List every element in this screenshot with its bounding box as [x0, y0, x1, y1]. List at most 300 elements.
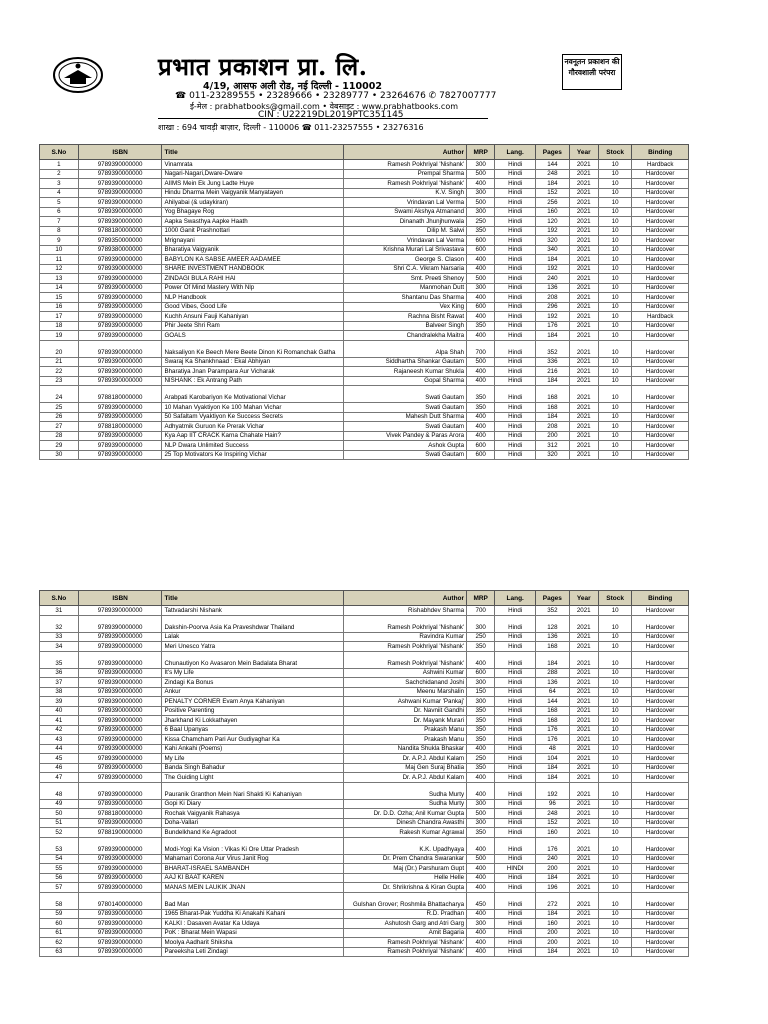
cell-sno: 4 — [40, 188, 79, 198]
table-row — [40, 226, 689, 236]
cell-sno: 17 — [40, 312, 79, 322]
cell-stock: 10 — [598, 864, 631, 874]
cell-isbn: 9789350000000 — [78, 236, 162, 246]
cell-binding: Hardcover — [632, 687, 689, 697]
cell-title: 10 Mahan Vyaktiyon Ke 100 Mahan Vichar — [162, 403, 343, 413]
cell-lang: Hindi — [495, 207, 536, 217]
cell-binding: Hardcover — [632, 668, 689, 678]
cell-author: Ramesh Pokhriyal 'Nishank' — [343, 642, 467, 652]
cell-author: Rakesh Kumar Agrawal — [343, 828, 467, 838]
cell-lang: Hindi — [495, 412, 536, 422]
cell-isbn: 9789390000000 — [78, 909, 162, 919]
cell-sno: 47 — [40, 773, 79, 783]
cell-author: Dr. Prem Chandra Swarankar — [343, 854, 467, 864]
cell-year: 2021 — [569, 367, 598, 377]
cell-lang: Hindi — [495, 312, 536, 322]
cell-sno: 9 — [40, 236, 79, 246]
cell-lang: Hindi — [495, 274, 536, 284]
cell-binding: Hardcover — [632, 236, 689, 246]
cell-author: Dinanath Jhunjhunwala — [343, 217, 467, 227]
cell-pages: 184 — [536, 773, 569, 783]
cell-pages: 184 — [536, 651, 569, 668]
cell-year: 2021 — [569, 255, 598, 265]
table-row — [40, 919, 689, 929]
cell-lang: Hindi — [495, 321, 536, 331]
cell-sno: 24 — [40, 386, 79, 403]
cell-lang: Hindi — [495, 909, 536, 919]
table-row — [40, 606, 689, 616]
cell-lang: Hindi — [495, 169, 536, 179]
cell-isbn: 9789390000000 — [78, 919, 162, 929]
cell-pages: 256 — [536, 198, 569, 208]
cell-stock: 10 — [598, 264, 631, 274]
cell-title: NLP Handbook — [162, 293, 343, 303]
cell-isbn: 9789390000000 — [78, 340, 162, 357]
cell-isbn: 9789390000000 — [78, 928, 162, 938]
cell-sno: 57 — [40, 883, 79, 893]
cell-pages: 352 — [536, 340, 569, 357]
cell-author: Sudha Murty — [343, 799, 467, 809]
cell-author: Vrindavan Lal Verma — [343, 198, 467, 208]
cell-sno: 42 — [40, 725, 79, 735]
table-row — [40, 331, 689, 341]
cell-mrp: 150 — [467, 687, 495, 697]
cell-pages: 152 — [536, 818, 569, 828]
cell-lang: Hindi — [495, 441, 536, 451]
cell-title: Good Vibes, Good Life — [162, 302, 343, 312]
cell-binding: Hardback — [632, 312, 689, 322]
cell-sno: 33 — [40, 632, 79, 642]
table-row — [40, 716, 689, 726]
cell-year: 2021 — [569, 773, 598, 783]
cell-pages: 160 — [536, 828, 569, 838]
cell-isbn: 9789390000000 — [78, 441, 162, 451]
cell-sno: 6 — [40, 207, 79, 217]
column-header-year: Year — [569, 591, 598, 606]
cell-binding: Hardcover — [632, 412, 689, 422]
cell-binding: Hardcover — [632, 909, 689, 919]
cell-binding: Hardcover — [632, 450, 689, 460]
cell-stock: 10 — [598, 706, 631, 716]
cell-isbn: 9789390000000 — [78, 782, 162, 799]
cell-sno: 58 — [40, 892, 79, 909]
cell-stock: 10 — [598, 376, 631, 386]
cell-year: 2021 — [569, 706, 598, 716]
cell-sno: 37 — [40, 678, 79, 688]
cell-pages: 176 — [536, 837, 569, 854]
cell-lang: Hindi — [495, 828, 536, 838]
cell-year: 2021 — [569, 431, 598, 441]
cell-stock: 10 — [598, 642, 631, 652]
cell-mrp: 300 — [467, 160, 495, 170]
cell-year: 2021 — [569, 782, 598, 799]
table-row — [40, 828, 689, 838]
cell-author: Vex King — [343, 302, 467, 312]
table-row — [40, 431, 689, 441]
cell-stock: 10 — [598, 873, 631, 883]
cell-sno: 43 — [40, 735, 79, 745]
table-row — [40, 403, 689, 413]
cell-binding: Hardcover — [632, 809, 689, 819]
cell-binding: Hardcover — [632, 403, 689, 413]
cell-year: 2021 — [569, 744, 598, 754]
cell-isbn: 9788180000000 — [78, 422, 162, 432]
cell-isbn: 9788190000000 — [78, 828, 162, 838]
cell-binding: Hardcover — [632, 321, 689, 331]
cell-lang: Hindi — [495, 431, 536, 441]
cell-pages: 196 — [536, 883, 569, 893]
cell-title: BHARAT-ISRAEL SAMBANDH — [162, 864, 343, 874]
cell-isbn: 9789390000000 — [78, 883, 162, 893]
cell-binding: Hardcover — [632, 422, 689, 432]
table-row — [40, 799, 689, 809]
cell-mrp: 400 — [467, 837, 495, 854]
cell-stock: 10 — [598, 809, 631, 819]
table-row — [40, 302, 689, 312]
table-row — [40, 754, 689, 764]
cell-lang: Hindi — [495, 331, 536, 341]
table-row — [40, 357, 689, 367]
cell-sno: 12 — [40, 264, 79, 274]
cell-isbn: 9789390000000 — [78, 331, 162, 341]
cell-year: 2021 — [569, 928, 598, 938]
cell-year: 2021 — [569, 293, 598, 303]
letterhead — [0, 0, 768, 140]
cell-mrp: 400 — [467, 255, 495, 265]
cell-pages: 184 — [536, 412, 569, 422]
cell-title: BABYLON KA SABSE AMEER AADAMEE — [162, 255, 343, 265]
cell-binding: Hardcover — [632, 615, 689, 632]
cell-binding: Hardcover — [632, 340, 689, 357]
cell-mrp: 400 — [467, 873, 495, 883]
cell-year: 2021 — [569, 274, 598, 284]
cell-mrp: 300 — [467, 919, 495, 929]
cell-binding: Hardcover — [632, 357, 689, 367]
cell-pages: 144 — [536, 160, 569, 170]
column-header-mrp: MRP — [467, 591, 495, 606]
cell-binding: Hardcover — [632, 828, 689, 838]
cell-sno: 55 — [40, 864, 79, 874]
table-row — [40, 678, 689, 688]
table-row — [40, 264, 689, 274]
cell-year: 2021 — [569, 873, 598, 883]
cell-binding: Hardcover — [632, 782, 689, 799]
cell-lang: Hindi — [495, 687, 536, 697]
cell-mrp: 600 — [467, 450, 495, 460]
table-row — [40, 883, 689, 893]
cell-author: Maj Gen Suraj Bhatia — [343, 763, 467, 773]
cell-mrp: 400 — [467, 909, 495, 919]
cell-year: 2021 — [569, 883, 598, 893]
cell-year: 2021 — [569, 450, 598, 460]
cell-title: KALKI : Dasaven Avatar Ka Udaya — [162, 919, 343, 929]
cell-sno: 46 — [40, 763, 79, 773]
column-header-pages: Pages — [536, 591, 569, 606]
cell-mrp: 400 — [467, 179, 495, 189]
cell-year: 2021 — [569, 198, 598, 208]
cell-lang: Hindi — [495, 376, 536, 386]
cell-year: 2021 — [569, 321, 598, 331]
table-row — [40, 441, 689, 451]
cell-year: 2021 — [569, 828, 598, 838]
cell-isbn: 9789390000000 — [78, 697, 162, 707]
column-header-title: Title — [162, 591, 343, 606]
column-header-mrp: MRP — [467, 145, 495, 160]
cell-title: PoK : Bharat Mein Wapasi — [162, 928, 343, 938]
cell-title: Mrignayani — [162, 236, 343, 246]
cell-isbn: 9789380000000 — [78, 245, 162, 255]
cell-year: 2021 — [569, 642, 598, 652]
cell-stock: 10 — [598, 883, 631, 893]
cell-stock: 10 — [598, 412, 631, 422]
cell-pages: 184 — [536, 376, 569, 386]
cell-isbn: 9788180000000 — [78, 809, 162, 819]
table-row — [40, 160, 689, 170]
table-row — [40, 651, 689, 668]
cell-title: Moolya Aadharit Shiksha — [162, 938, 343, 948]
cell-pages: 192 — [536, 264, 569, 274]
cell-binding: Hardcover — [632, 706, 689, 716]
cell-year: 2021 — [569, 403, 598, 413]
cell-lang: Hindi — [495, 236, 536, 246]
cell-sno: 35 — [40, 651, 79, 668]
cell-mrp: 250 — [467, 754, 495, 764]
cell-lang: Hindi — [495, 947, 536, 957]
cell-stock: 10 — [598, 615, 631, 632]
cell-pages: 288 — [536, 668, 569, 678]
cell-binding: Hardcover — [632, 873, 689, 883]
cell-title: Banda Singh Bahadur — [162, 763, 343, 773]
cell-lang: Hindi — [495, 678, 536, 688]
cell-lang: Hindi — [495, 763, 536, 773]
cell-year: 2021 — [569, 376, 598, 386]
cell-binding: Hardcover — [632, 697, 689, 707]
cell-stock: 10 — [598, 928, 631, 938]
cell-pages: 184 — [536, 179, 569, 189]
cell-stock: 10 — [598, 340, 631, 357]
cell-mrp: 250 — [467, 217, 495, 227]
cell-mrp: 500 — [467, 198, 495, 208]
cell-mrp: 400 — [467, 883, 495, 893]
cell-mrp: 400 — [467, 376, 495, 386]
cell-binding: Hardcover — [632, 169, 689, 179]
publisher-branch: शाखा : 694 चावड़ी बाज़ार, दिल्ली - 110006 ☎ 011-23257555 • 23276316 — [158, 123, 424, 132]
table-row — [40, 283, 689, 293]
column-header-lang: Lang. — [495, 145, 536, 160]
cell-binding: Hardcover — [632, 938, 689, 948]
cell-author: Amit Bagaria — [343, 928, 467, 938]
cell-pages: 200 — [536, 928, 569, 938]
cell-binding: Hardcover — [632, 188, 689, 198]
cell-lang: Hindi — [495, 340, 536, 357]
cell-binding: Hardcover — [632, 919, 689, 929]
cell-title: Arabpati Karobariyon Ke Motivational Vichar — [162, 386, 343, 403]
cell-year: 2021 — [569, 412, 598, 422]
cell-author: Krishna Murari Lal Srivastava — [343, 245, 467, 255]
cell-sno: 10 — [40, 245, 79, 255]
cell-stock: 10 — [598, 302, 631, 312]
cell-year: 2021 — [569, 422, 598, 432]
cell-isbn: 9789390000000 — [78, 678, 162, 688]
cell-isbn: 9789390000000 — [78, 312, 162, 322]
table-row — [40, 687, 689, 697]
cell-mrp: 300 — [467, 188, 495, 198]
cell-lang: Hindi — [495, 606, 536, 616]
cell-lang: Hindi — [495, 883, 536, 893]
cell-pages: 144 — [536, 697, 569, 707]
cell-binding: Hardcover — [632, 892, 689, 909]
publisher-address: 4/19, आसफ अली रोड, नई दिल्ली - 110002 — [203, 81, 382, 92]
cell-stock: 10 — [598, 367, 631, 377]
cell-stock: 10 — [598, 892, 631, 909]
cell-stock: 10 — [598, 606, 631, 616]
cell-isbn: 9789390000000 — [78, 302, 162, 312]
cell-lang: Hindi — [495, 809, 536, 819]
cell-lang: Hindi — [495, 386, 536, 403]
cell-lang: Hindi — [495, 615, 536, 632]
cell-stock: 10 — [598, 357, 631, 367]
cell-pages: 96 — [536, 799, 569, 809]
cell-lang: Hindi — [495, 160, 536, 170]
cell-title: Swaraj Ka Shankhnaad : Ekal Abhiyan — [162, 357, 343, 367]
cell-mrp: 350 — [467, 706, 495, 716]
table-row — [40, 782, 689, 799]
cell-isbn: 9789390000000 — [78, 274, 162, 284]
cell-binding: Hardcover — [632, 754, 689, 764]
cell-sno: 62 — [40, 938, 79, 948]
cell-author: Ramesh Pokhriyal 'Nishank' — [343, 615, 467, 632]
cell-binding: Hardcover — [632, 331, 689, 341]
cell-isbn: 9789390000000 — [78, 873, 162, 883]
table-row — [40, 642, 689, 652]
cell-sno: 40 — [40, 706, 79, 716]
cell-lang: Hindi — [495, 744, 536, 754]
cell-mrp: 250 — [467, 632, 495, 642]
cell-mrp: 300 — [467, 818, 495, 828]
cell-mrp: 350 — [467, 725, 495, 735]
cell-binding: Hardcover — [632, 837, 689, 854]
table-row — [40, 179, 689, 189]
cell-year: 2021 — [569, 169, 598, 179]
cell-lang: Hindi — [495, 782, 536, 799]
cell-stock: 10 — [598, 169, 631, 179]
cell-sno: 45 — [40, 754, 79, 764]
cell-isbn: 9789390000000 — [78, 716, 162, 726]
cell-sno: 56 — [40, 873, 79, 883]
cell-mrp: 400 — [467, 744, 495, 754]
cell-title: The Guiding Light — [162, 773, 343, 783]
cell-title: Hindu Dharma Mein Vaigyanik Manyatayen — [162, 188, 343, 198]
cell-isbn: 9789390000000 — [78, 188, 162, 198]
cell-sno: 52 — [40, 828, 79, 838]
cell-binding: Hardcover — [632, 283, 689, 293]
cell-sno: 36 — [40, 668, 79, 678]
cell-year: 2021 — [569, 854, 598, 864]
cell-stock: 10 — [598, 283, 631, 293]
cell-mrp: 600 — [467, 302, 495, 312]
cell-title: Meri Unesco Yatra — [162, 642, 343, 652]
table-row — [40, 854, 689, 864]
column-header-sno: S.No — [40, 145, 79, 160]
cell-year: 2021 — [569, 160, 598, 170]
cell-pages: 320 — [536, 236, 569, 246]
cell-lang: Hindi — [495, 188, 536, 198]
cell-pages: 192 — [536, 312, 569, 322]
table-row — [40, 312, 689, 322]
cell-stock: 10 — [598, 651, 631, 668]
cell-author: Dr. A.P.J. Abdul Kalam — [343, 773, 467, 783]
cell-year: 2021 — [569, 245, 598, 255]
book-table-2 — [39, 590, 689, 957]
cell-isbn: 9789390000000 — [78, 754, 162, 764]
cell-sno: 49 — [40, 799, 79, 809]
cell-mrp: 400 — [467, 293, 495, 303]
table-row — [40, 293, 689, 303]
table-row — [40, 236, 689, 246]
header-divider — [158, 118, 488, 119]
table-row — [40, 909, 689, 919]
cell-title: Rochak Vaigyanik Rahasya — [162, 809, 343, 819]
table-header-row — [40, 145, 689, 160]
cell-title: 1000 Ganit Prashnottari — [162, 226, 343, 236]
cell-mrp: 400 — [467, 264, 495, 274]
cell-year: 2021 — [569, 809, 598, 819]
cell-year: 2021 — [569, 725, 598, 735]
cell-author: Ashok Gupta — [343, 441, 467, 451]
cell-pages: 312 — [536, 441, 569, 451]
cell-pages: 320 — [536, 450, 569, 460]
cell-sno: 25 — [40, 403, 79, 413]
cell-year: 2021 — [569, 312, 598, 322]
table-row — [40, 217, 689, 227]
cell-year: 2021 — [569, 697, 598, 707]
cell-pages: 216 — [536, 367, 569, 377]
column-header-isbn: ISBN — [78, 145, 162, 160]
cell-pages: 184 — [536, 873, 569, 883]
cell-pages: 192 — [536, 226, 569, 236]
cell-author: Vrindavan Lal Verma — [343, 236, 467, 246]
cell-isbn: 9789390000000 — [78, 376, 162, 386]
cell-mrp: 300 — [467, 615, 495, 632]
cell-author: Sudha Murty — [343, 782, 467, 799]
cell-binding: Hardcover — [632, 864, 689, 874]
cell-binding: Hardcover — [632, 198, 689, 208]
cell-isbn: 9789390000000 — [78, 255, 162, 265]
cell-sno: 23 — [40, 376, 79, 386]
cell-binding: Hardcover — [632, 386, 689, 403]
cell-stock: 10 — [598, 678, 631, 688]
cell-author: Gulshan Grover; Roshmila Bhattacharya — [343, 892, 467, 909]
cell-stock: 10 — [598, 687, 631, 697]
cell-title: MANAS MEIN LAUKIK JNAN — [162, 883, 343, 893]
cell-sno: 13 — [40, 274, 79, 284]
cell-year: 2021 — [569, 264, 598, 274]
table-row — [40, 340, 689, 357]
table-row — [40, 367, 689, 377]
cell-pages: 208 — [536, 422, 569, 432]
column-header-pages: Pages — [536, 145, 569, 160]
cell-year: 2021 — [569, 283, 598, 293]
cell-stock: 10 — [598, 632, 631, 642]
cell-sno: 41 — [40, 716, 79, 726]
cell-pages: 200 — [536, 431, 569, 441]
cell-sno: 59 — [40, 909, 79, 919]
cell-lang: Hindi — [495, 245, 536, 255]
column-header-binding: Binding — [632, 591, 689, 606]
cell-author: Dilip M. Salwi — [343, 226, 467, 236]
cell-pages: 104 — [536, 754, 569, 764]
cell-stock: 10 — [598, 735, 631, 745]
